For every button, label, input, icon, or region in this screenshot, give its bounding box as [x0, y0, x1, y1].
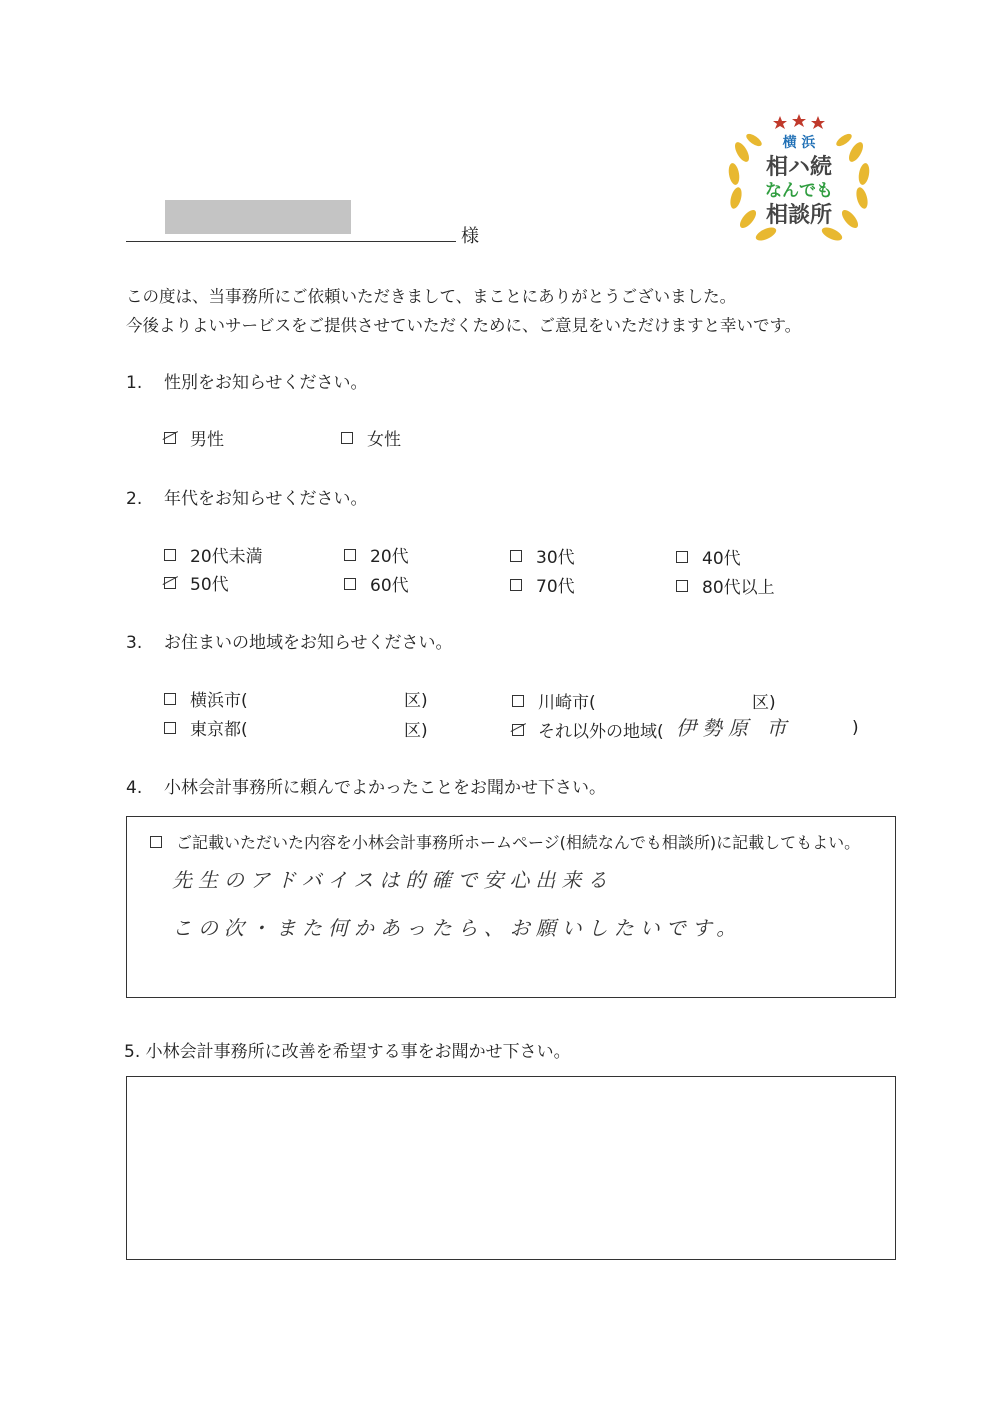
- option-female[interactable]: [341, 425, 401, 450]
- option-other-region-label: それ以外の地域(: [538, 722, 664, 742]
- option-female-label: 女性: [367, 430, 401, 450]
- redacted-name: [165, 200, 351, 234]
- checkbox-yokohama[interactable]: [164, 693, 176, 705]
- question-1: [126, 368, 368, 393]
- checkbox-50s[interactable]: [164, 577, 176, 589]
- checkbox-30s[interactable]: [510, 550, 522, 562]
- option-label: 80代以上: [702, 578, 775, 598]
- other-region-handwritten[interactable]: 伊勢原 市: [676, 716, 793, 740]
- question-5: 5. 小林会計事務所に改善を希望する事をお聞かせ下さい。: [124, 1042, 571, 1062]
- salutation: 様: [461, 226, 479, 247]
- checkbox-male[interactable]: [164, 432, 176, 444]
- option-under-20s[interactable]: [164, 542, 263, 567]
- option-60s[interactable]: [344, 571, 409, 596]
- ku-label-tokyo: 区): [404, 721, 428, 741]
- checkbox-20s[interactable]: [344, 549, 356, 561]
- option-label: 20代未満: [190, 547, 263, 567]
- logo-line-souzoku: 相ハ続: [765, 155, 832, 180]
- question-2: [126, 484, 368, 509]
- option-other-region[interactable]: [512, 717, 664, 742]
- checkbox-tokyo[interactable]: [164, 722, 176, 734]
- option-label: 20代: [370, 547, 409, 567]
- option-yokohama[interactable]: [164, 686, 248, 711]
- question-3-text: お住まいの地域をお知らせください。: [164, 633, 453, 653]
- option-kawasaki-label: 川崎市(: [538, 693, 596, 713]
- close-paren: ): [852, 718, 859, 738]
- option-label: 30代: [536, 548, 575, 568]
- checkbox-other-region[interactable]: [512, 724, 524, 736]
- checkbox-female[interactable]: [341, 432, 353, 444]
- question-1-text: 性別をお知らせください。: [164, 373, 368, 393]
- question-3: [126, 628, 453, 653]
- question-4-text: 小林会計事務所に頼んでよかったことをお聞かせ下さい。: [164, 778, 606, 798]
- option-40s[interactable]: [676, 544, 741, 569]
- logo-line-yokohama: 横 浜: [782, 135, 816, 151]
- question-4-number: 4.: [126, 778, 143, 798]
- answer-4-line-2[interactable]: この次・また何かあったら、お願いしたいです。: [172, 916, 743, 940]
- option-80s-plus[interactable]: [676, 573, 775, 598]
- answer-4-line-1[interactable]: 先生のアドバイスは的確で安心出来る: [172, 868, 614, 892]
- intro-line-2: 今後よりよいサービスをご提供させていただくために、ご意見をいただけますと幸いです。: [126, 316, 802, 335]
- option-yokohama-label: 横浜市(: [190, 691, 248, 711]
- checkbox-60s[interactable]: [344, 578, 356, 590]
- option-20s[interactable]: [344, 542, 409, 567]
- option-label: 50代: [190, 575, 229, 595]
- checkbox-under-20s[interactable]: [164, 549, 176, 561]
- answer-box-5[interactable]: [126, 1076, 896, 1260]
- question-2-number: 2.: [126, 489, 143, 509]
- question-3-number: 3.: [126, 633, 143, 653]
- logo: [724, 112, 874, 247]
- star-icon-row: [773, 114, 825, 129]
- option-label: 70代: [536, 577, 575, 597]
- question-4: [126, 773, 606, 798]
- checkbox-80s-plus[interactable]: [676, 580, 688, 592]
- option-30s[interactable]: [510, 543, 575, 568]
- name-underline: [126, 241, 456, 242]
- option-50s[interactable]: [164, 570, 229, 595]
- checkbox-40s[interactable]: [676, 551, 688, 563]
- question-1-number: 1.: [126, 373, 143, 393]
- ku-label-yokohama: 区): [404, 691, 428, 711]
- consent-option[interactable]: [150, 830, 860, 853]
- logo-line-soudansho: 相談所: [765, 203, 832, 228]
- option-tokyo[interactable]: [164, 715, 248, 740]
- option-male[interactable]: [164, 425, 224, 450]
- option-70s[interactable]: [510, 572, 575, 597]
- checkbox-70s[interactable]: [510, 579, 522, 591]
- checkbox-consent[interactable]: [150, 836, 162, 848]
- question-2-text: 年代をお知らせください。: [164, 489, 368, 509]
- intro-line-1: この度は、当事務所にご依頼いただきまして、まことにありがとうございました。: [126, 287, 737, 306]
- option-label: 60代: [370, 576, 409, 596]
- option-label: 40代: [702, 549, 741, 569]
- option-male-label: 男性: [190, 430, 224, 450]
- consent-label: ご記載いただいた内容を小林会計事務所ホームページ(相続なんでも相談所)に記載してもよい。: [176, 833, 861, 852]
- ku-label-kawasaki: 区): [752, 693, 776, 713]
- checkbox-kawasaki[interactable]: [512, 695, 524, 707]
- option-tokyo-label: 東京都(: [190, 720, 248, 740]
- logo-line-nandemo: なんでも: [765, 181, 833, 201]
- option-kawasaki[interactable]: [512, 688, 596, 713]
